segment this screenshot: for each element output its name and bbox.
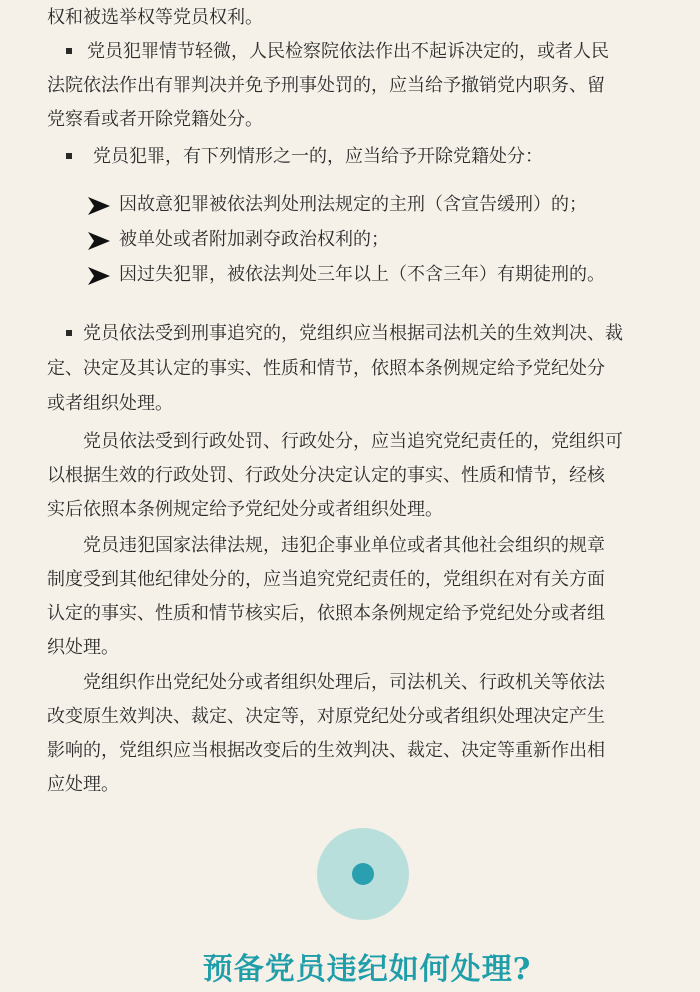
square-bullet-icon [66,48,72,54]
decorative-dot-icon [352,863,374,885]
paragraph-line: 制度受到其他纪律处分的，应当追究党纪责任的，党组织在对有关方面 [47,569,605,590]
paragraph-line: 党员依法受到刑事追究的，党组织应当根据司法机关的生效判决、裁 [83,323,623,344]
paragraph-line: 党员犯罪，有下列情形之一的，应当给予开除党籍处分： [93,146,543,167]
paragraph-line: 定、决定及其认定的事实、性质和情节，依照本条例规定给予党纪处分 [47,358,605,379]
paragraph-line: 织处理。 [47,637,119,658]
list-item: 因故意犯罪被依法判处刑法规定的主刑（含宣告缓刑）的； [119,194,587,215]
paragraph-line: 权和被选举权等党员权利。 [47,7,263,28]
paragraph-line: 法院依法作出有罪判决并免予刑事处罚的，应当给予撤销党内职务、留 [47,75,605,96]
arrowhead-bullet-icon [87,196,111,216]
paragraph-line: 实后依照本条例规定给予党纪处分或者组织处理。 [47,499,443,520]
paragraph-line: 影响的，党组织应当根据改变后的生效判决、裁定、决定等重新作出相 [47,740,605,761]
paragraph-line: 应处理。 [47,774,119,795]
arrowhead-bullet-icon [87,266,111,286]
arrowhead-bullet-icon [87,231,111,251]
paragraph-line: 以根据生效的行政处罚、行政处分决定认定的事实、性质和情节，经核 [47,465,605,486]
paragraph-line: 改变原生效判决、裁定、决定等，对原党纪处分或者组织处理决定产生 [47,706,605,727]
paragraph-line: 认定的事实、性质和情节核实后，依照本条例规定给予党纪处分或者组 [47,603,605,624]
paragraph-line: 党员犯罪情节轻微，人民检察院依法作出不起诉决定的，或者人民 [87,41,609,62]
square-bullet-icon [66,330,72,336]
list-item: 被单处或者附加剥夺政治权利的； [119,229,389,250]
square-bullet-icon [66,153,72,159]
paragraph-line: 党员违犯国家法律法规，违犯企事业单位或者其他社会组织的规章 [83,535,605,556]
paragraph-line: 党组织作出党纪处分或者组织处理后，司法机关、行政机关等依法 [83,672,605,693]
paragraph-line: 党员依法受到行政处罚、行政处分，应当追究党纪责任的，党组织可 [83,431,623,452]
paragraph-line: 或者组织处理。 [47,393,173,414]
list-item: 因过失犯罪，被依法判处三年以上（不含三年）有期徒刑的。 [119,264,605,285]
section-heading: 预备党员违纪如何处理? [202,952,532,987]
paragraph-line: 党察看或者开除党籍处分。 [47,109,263,130]
